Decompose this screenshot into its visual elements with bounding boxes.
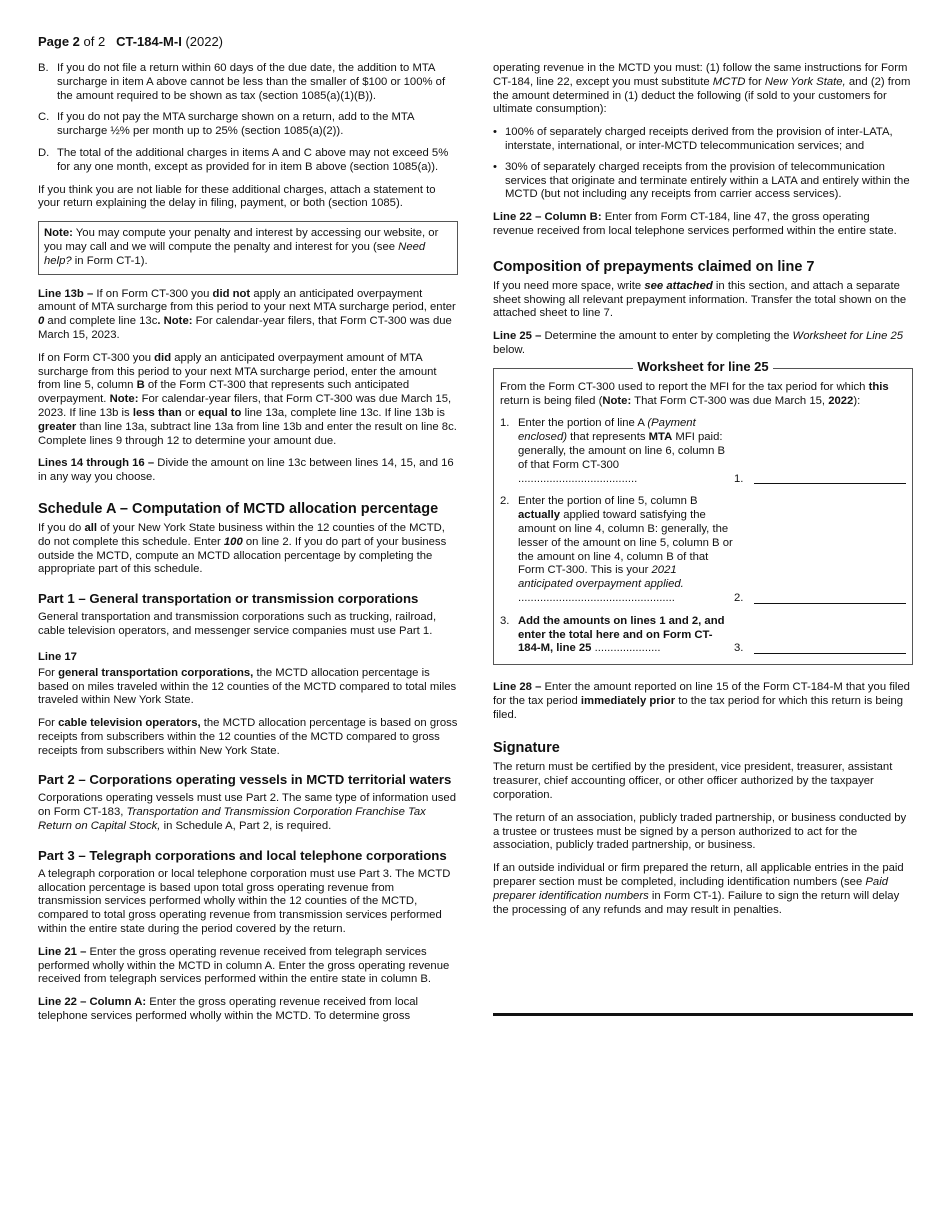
note-label: Note: xyxy=(44,227,73,240)
text: Enter the gross operating revenue received from local telephone services performed wholly within the MCTD. To determine gross xyxy=(38,996,419,1023)
worksheet-row-3 xyxy=(500,615,906,656)
row-text xyxy=(518,495,734,605)
line25-paragraph xyxy=(493,330,913,358)
item-text: If you do not file a return within 60 days of the due date, the addition to MTA surcharge in item A above cannot be less than the smaller of $100 or 100% of the amount required to be shown as tax (section 1085(a)(1)(B)). xyxy=(57,62,446,102)
worksheet-row-1 xyxy=(500,417,906,486)
text: For calendar-year filers, that Form CT-300 was due March 15, 2023. xyxy=(38,315,452,341)
text: than line 13a, subtract line 13a from line 13b and enter the result on line 8c. Complete lines 9 through 12 to determine your amount due. xyxy=(38,420,457,447)
row-text xyxy=(518,417,734,486)
line17-paragraph-1 xyxy=(38,667,458,708)
emphasis: all xyxy=(84,521,98,534)
line21-paragraph xyxy=(38,946,458,987)
emphasis: general transportation corporations, xyxy=(58,666,254,679)
list-item xyxy=(38,147,458,175)
part3-heading: Part 3 – Telegraph corporations and local telephone corporations xyxy=(38,847,447,863)
row-number: 2. xyxy=(500,495,510,508)
line-lead: Lines 14 through 16 – xyxy=(38,457,155,470)
row-number: 1. xyxy=(500,417,510,430)
line-lead: Line 22 – Column A: xyxy=(38,996,147,1009)
amount-entry-line-1[interactable] xyxy=(754,471,906,484)
penalty-note-box xyxy=(38,221,458,274)
text: to the tax period for which this return is being filed. xyxy=(493,694,904,721)
bullet-text: 30% of separately charged receipts from the provision of telecommunication services that originate and terminate entirely within a LATA and entirely within the MCTD (but not including any receipts from carrier access services). xyxy=(505,160,910,201)
amount-entry-line-2[interactable] xyxy=(754,591,906,604)
schedule-a-heading: Schedule A – Computation of MCTD allocation percentage xyxy=(38,500,439,517)
emphasis: 2021 anticipated overpayment applied. xyxy=(518,564,684,591)
text: From the Form CT-300 used to report the MFI for the tax period for which xyxy=(500,380,869,393)
emphasis: immediately prior xyxy=(580,694,676,707)
emphasis: see attached xyxy=(644,279,713,292)
text: in Schedule A, Part 2, is required. xyxy=(160,820,332,833)
line17-paragraph-2 xyxy=(38,717,458,758)
note-label: Note: xyxy=(602,394,632,407)
line-tag: 1. xyxy=(734,472,744,485)
emphasis: (Payment enclosed) xyxy=(518,417,696,444)
note-label: . Note: xyxy=(157,315,193,328)
left-column xyxy=(38,62,458,1033)
text: If on Form CT-300 you xyxy=(38,351,155,364)
page-label: Page 2 xyxy=(38,34,80,49)
text: return is being filed ( xyxy=(500,394,603,407)
need-help-ref: Need help? xyxy=(44,240,426,267)
text: of your New York State business within the 12 counties of the MCTD, do not complete this schedule. Enter xyxy=(38,521,445,548)
amount-entry-line-3[interactable] xyxy=(754,641,906,654)
item-letter: B. xyxy=(38,62,49,74)
text: For xyxy=(38,666,59,679)
item-letter: C. xyxy=(38,111,50,124)
line13b-paragraph-2 xyxy=(38,352,458,449)
emphasis: Paid preparer identification numbers xyxy=(493,876,888,902)
worksheet-line-25 xyxy=(493,358,913,665)
not-liable-paragraph: If you think you are not liable for these additional charges, attach a statement to your return explaining the delay in filing, payment, or both (section 1085). xyxy=(38,183,436,210)
signature-paragraph-2: The return of an association, publicly traded partnership, or business conducted by a trustee or trustees must be signed by a person authorized to act for the association, publicly traded partnership, or business. xyxy=(493,811,907,852)
note-label: Note: xyxy=(109,393,139,406)
part1-heading: Part 1 – General transportation or transmission corporations xyxy=(38,591,419,607)
text: operating revenue in the MCTD you must: (1) follow the same instructions for Form CT-184, line 22, except you must substitute xyxy=(493,62,908,88)
text: Determine the amount to enter by completing the xyxy=(541,330,793,343)
text: or xyxy=(181,406,199,419)
note-text-end: in Form CT-1). xyxy=(71,254,148,267)
emphasis: less than xyxy=(132,406,182,419)
list-item xyxy=(493,126,913,154)
text: in Form CT-1). Failure to sign the return will delay the processing of any refunds and may result in penalties. xyxy=(493,889,900,916)
list-item xyxy=(38,111,458,139)
text: For xyxy=(38,717,59,730)
text: Enter the portion of line 5, column B xyxy=(518,495,698,508)
text: of the Form CT-300 that represents such anticipated overpayment. xyxy=(38,379,410,406)
emphasis: MTA xyxy=(648,431,673,444)
part2-heading: Part 2 – Corporations operating vessels in MCTD territorial waters xyxy=(38,772,452,788)
emphasis: actually xyxy=(518,509,561,522)
signature-paragraph-1: The return must be certified by the president, vice president, treasurer, assistant treasurer, chief accounting officer, or other officer authorized by the taxpayer corporation. xyxy=(493,761,893,802)
text: MFI paid: generally, the amount on line 6, column B of that Form CT-300 ...................................... xyxy=(518,431,726,485)
list-item xyxy=(38,62,458,103)
emphasis: did xyxy=(154,351,172,364)
prepayments-heading: Composition of prepayments claimed on line 7 xyxy=(493,258,815,275)
note-text: You may compute your penalty and interest by accessing our website, or you may call and we will compute the penalty and interest for you (see xyxy=(44,227,439,253)
emphasis: 2022 xyxy=(828,394,854,407)
text: the MCTD allocation percentage is based on gross receipts from subscribers within the 12 counties of the MCTD compared to gross receipts from subscribers within New York State. xyxy=(38,717,458,757)
text: If an outside individual or firm prepared the return, all applicable entries in the paid preparer section must be completed, including identification numbers (see xyxy=(493,862,904,889)
additional-charges-list xyxy=(38,62,458,175)
bullet-dot: • xyxy=(493,126,497,139)
text: If you do xyxy=(38,521,85,534)
emphasis: cable television operators, xyxy=(58,717,201,730)
list-item xyxy=(493,161,913,202)
text: apply an anticipated overpayment amount of MTA surcharge from this period to your next MTA surcharge period, enter xyxy=(38,287,456,314)
item-text: The total of the additional charges in items A and C above may not exceed 5% for any one month, except as provided for in item B above (section 1085(a)). xyxy=(57,146,449,173)
text: Enter the amount reported on line 15 of the Form CT-184-M that you filed for the tax period xyxy=(493,681,910,707)
line-lead: Line 21 – xyxy=(38,945,87,958)
text: For calendar-year filers, that Form CT-300 was due March 15, 2023. If line 13b is xyxy=(38,393,452,419)
emphasis-100: 100 xyxy=(223,535,243,548)
line-tag: 3. xyxy=(734,642,744,655)
line22a-paragraph xyxy=(38,996,458,1024)
emphasis: this xyxy=(868,380,889,393)
text: and (2) from the amount determined in (1) deduct the following (if sold to your customers for ultimate consumption): xyxy=(493,75,911,116)
worksheet-title xyxy=(494,360,912,376)
text: in this section, and attach a separate sheet showing all relevant prepayment information. Transfer the total shown on the attached sheet to line 7. xyxy=(493,279,907,320)
line17-heading: Line 17 xyxy=(38,650,77,663)
line13b-paragraph-1 xyxy=(38,288,458,343)
emphasis: did not xyxy=(212,287,251,300)
line-lead: Line 22 – Column B: xyxy=(493,211,602,224)
text: If on Form CT-300 you xyxy=(93,287,213,300)
signature-heading: Signature xyxy=(493,740,560,757)
text: the MCTD allocation percentage is based on miles traveled within the 12 counties of the MCTD compared to total miles traveled within New York State. xyxy=(38,666,457,707)
bullet-dot: • xyxy=(493,160,497,173)
item-letter: D. xyxy=(38,146,50,159)
text: That Form CT-300 was due March 15, xyxy=(631,394,829,407)
text: for xyxy=(745,75,765,88)
line-tag: 2. xyxy=(734,591,744,604)
right-column xyxy=(493,62,913,926)
form-year: (2022) xyxy=(185,34,224,49)
text: ): xyxy=(853,394,861,407)
row-number: 3. xyxy=(500,614,510,627)
emphasis-zero: 0 xyxy=(38,315,45,328)
text: and complete line 13c xyxy=(44,315,158,328)
line22a-continuation xyxy=(493,62,913,117)
text: Enter the gross operating revenue received from telegraph services performed wholly within the MCTD in column A. Enter the gross operating revenue received from telegraph services performed within the entire state in column B. xyxy=(38,945,450,986)
text: ..................... xyxy=(591,642,661,655)
worksheet-intro xyxy=(500,381,906,409)
emphasis: Add the amounts on lines 1 and 2, and enter the total here and on Form CT-184-M, line 25 xyxy=(518,614,725,655)
line-lead: Line 28 – xyxy=(493,681,542,694)
line-lead: Line 25 – xyxy=(493,330,542,343)
row-text xyxy=(518,615,734,656)
emphasis: equal to xyxy=(198,406,242,419)
text: on line 2. If you do part of your business outside the MCTD, compute an MCTD allocation percentage by completing the appropriate part of this schedule. xyxy=(38,535,447,576)
worksheet-row-2 xyxy=(500,495,906,605)
text: line 13a, complete line 13c. If line 13b is xyxy=(241,406,445,419)
form-id: CT-184-M-I xyxy=(116,34,182,49)
end-rule xyxy=(493,1013,913,1016)
text: Enter the portion of line A xyxy=(518,417,648,430)
page-of: of 2 xyxy=(83,34,106,49)
item-text: If you do not pay the MTA surcharge shown on a return, add to the MTA surcharge ½% per month up to 25% (section 1085(a)(2)). xyxy=(57,111,414,138)
emphasis: B xyxy=(136,379,145,392)
line-lead: Line 13b – xyxy=(38,287,94,300)
part1-paragraph: General transportation and transmission corporations such as trucking, railroad, cable television operators, and messenger service companies must use Part 1. xyxy=(38,611,437,637)
deduction-bullets xyxy=(493,126,913,202)
line22b-paragraph xyxy=(493,211,913,239)
text: below. xyxy=(493,343,526,356)
emphasis: MCTD xyxy=(712,75,746,88)
prepayments-paragraph xyxy=(493,280,913,321)
text: apply an anticipated overpayment amount of MTA surcharge from this period to your next MTA surcharge period, enter the amount from line 5, column xyxy=(38,351,437,392)
worksheet-ref: Worksheet for Line 25 xyxy=(792,330,904,343)
emphasis: New York State, xyxy=(764,75,846,88)
emphasis: greater xyxy=(38,420,77,433)
line28-paragraph xyxy=(493,681,913,722)
part2-paragraph xyxy=(38,792,458,833)
text: Divide the amount on line 13c between lines 14, 15, and 16 in any way you choose. xyxy=(38,457,454,484)
part3-paragraph: A telegraph corporation or local telephone corporation must use Part 3. The MCTD allocation percentage is based upon total gross operating revenue from transmission services performed wholly within the 12 counties of the MCTD, compared to total gross operating revenue from transmission services performed within the entire state during the period covered by the return. xyxy=(38,867,451,936)
text: Corporations operating vessels must use Part 2. The same type of information used on Form CT-183, xyxy=(38,792,456,819)
text: applied toward satisfying the amount on line 4, column B: generally, the lesser of the amount on line 5, column B or the amount on line 4, column B of that Form CT-300. This is your xyxy=(518,509,733,577)
text: .................................................. xyxy=(518,591,675,604)
form-title-ref: Transportation and Transmission Corporation Franchise Tax Return on Capital Stock, xyxy=(38,806,426,833)
schedule-a-paragraph xyxy=(38,522,458,577)
signature-paragraph-3 xyxy=(493,862,913,917)
text: that represents xyxy=(566,431,649,444)
worksheet-title-text: Worksheet for line 25 xyxy=(633,359,772,374)
lines14-16-paragraph xyxy=(38,457,458,485)
text: If you need more space, write xyxy=(493,279,645,292)
bullet-text: 100% of separately charged receipts derived from the provision of inter-LATA, interstate, international, or inter-MCTD telecommunication services; and xyxy=(505,126,893,152)
text: Enter from Form CT-184, line 47, the gross operating revenue received from local telephone services performed within the entire state. xyxy=(493,211,897,237)
page-header xyxy=(38,34,223,50)
